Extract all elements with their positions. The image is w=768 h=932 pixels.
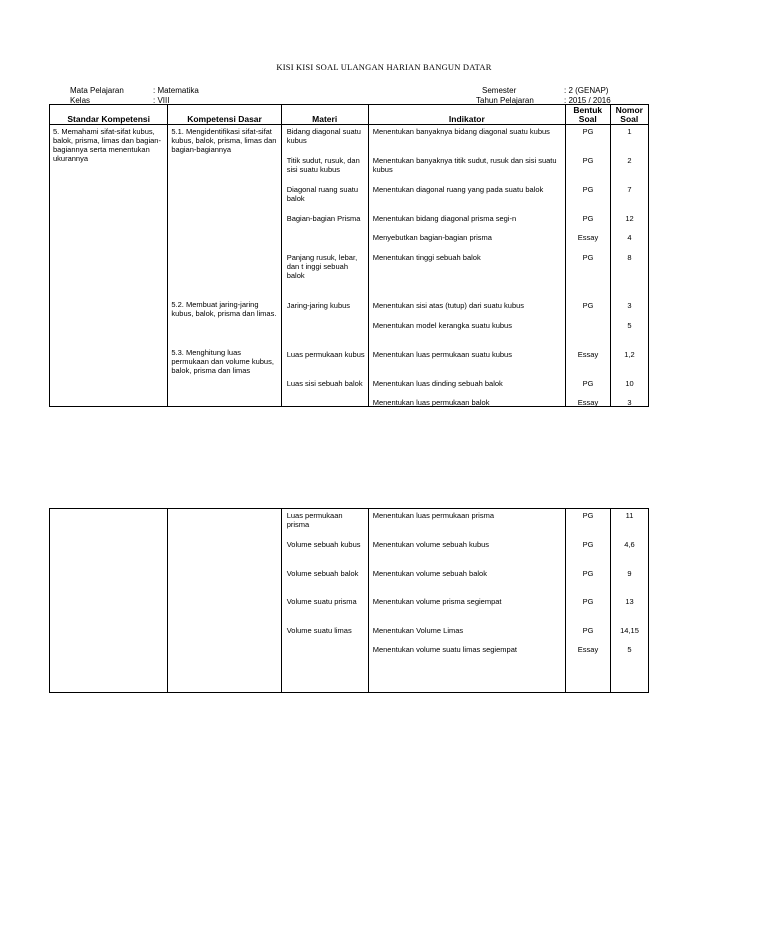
- semester-label: Semester: [482, 86, 517, 95]
- tahun-label: Tahun Pelajaran: [476, 96, 534, 105]
- nomor-cell: 3: [627, 398, 632, 407]
- tahun-value: : 2015 / 2016: [564, 96, 611, 105]
- bentuk-cell: PG: [582, 597, 594, 606]
- mapel-label: Mata Pelajaran: [70, 86, 124, 95]
- nomor-cell: 2: [627, 156, 632, 165]
- bentuk-cell: PG: [582, 301, 594, 310]
- nomor-cell: 10: [625, 379, 634, 388]
- bentuk-cell: Essay: [577, 233, 599, 242]
- mapel-value: : Matematika: [153, 86, 199, 95]
- bentuk-cell: PG: [582, 127, 594, 136]
- indikator-cell: Menentukan tinggi sebuah balok: [372, 253, 481, 262]
- materi-cell: Volume suatu prisma: [286, 597, 357, 606]
- indikator-cell: Menentukan bidang diagonal prisma segi-n: [372, 214, 517, 223]
- indikator-cell: Menyebutkan bagian-bagian prisma: [372, 233, 492, 242]
- standar-kompetensi-text: 5. Memahami sifat-sifat kubus, balok, prisma, limas dan bagian-bagiannya serta menentukan ukurannya: [53, 127, 161, 163]
- materi-cell: Volume sebuah kubus: [286, 540, 361, 549]
- bentuk-cell: Essay: [577, 350, 599, 359]
- indikator-cell: Menentukan diagonal ruang yang pada suatu balok: [372, 185, 544, 194]
- bentuk-cell: PG: [582, 626, 594, 635]
- materi-cell: Bidang diagonal suatu kubus: [286, 127, 361, 145]
- kisi-table-1: [49, 104, 649, 407]
- header-standar-kompetensi: Standar Kompetensi: [50, 105, 168, 125]
- nomor-cell: 4,6: [624, 540, 635, 549]
- materi-cell: Titik sudut, rusuk, dan sisi suatu kubus: [286, 156, 360, 174]
- kelas-value: : VIII: [153, 96, 170, 105]
- kd-5-3: 5.3. Menghitung luas permukaan dan volume kubus, balok, prisma dan limas: [171, 348, 274, 375]
- header-nomor-soal: Nomor Soal: [610, 105, 648, 125]
- indikator-cell: Menentukan model kerangka suatu kubus: [372, 321, 512, 330]
- nomor-cell: 5: [627, 321, 632, 330]
- indikator-cell: Menentukan luas permukaan prisma: [372, 511, 495, 520]
- table-body-row: [50, 509, 649, 693]
- nomor-cell: 11: [625, 511, 634, 520]
- kelas-label: Kelas: [70, 96, 91, 105]
- kisi-table-2: [49, 508, 649, 693]
- bentuk-cell: PG: [582, 379, 594, 388]
- header-kompetensi-dasar: Kompetensi Dasar: [168, 105, 281, 125]
- indikator-cell: Menentukan banyaknya bidang diagonal suatu kubus: [372, 127, 550, 136]
- materi-cell: Jaring-jaring kubus: [286, 301, 351, 310]
- indikator-cell: Menentukan Volume Limas: [372, 626, 464, 635]
- nomor-cell: 1,2: [624, 350, 635, 359]
- kd-5-1: 5.1. Mengidentifikasi sifat-sifat kubus, balok, prisma, limas dan bagian-bagiannya: [171, 127, 277, 154]
- indikator-cell: Menentukan volume suatu limas segiempat: [372, 645, 517, 654]
- materi-cell: Diagonal ruang suatu balok: [286, 185, 358, 203]
- indikator-cell: Menentukan banyaknya titik sudut, rusuk dan sisi suatu kubus: [372, 156, 557, 174]
- table-body-row: [50, 125, 649, 407]
- nomor-cell: 7: [627, 185, 632, 194]
- header-indikator: Indikator: [368, 105, 565, 125]
- nomor-cell: 3: [627, 301, 632, 310]
- indikator-cell: Menentukan volume sebuah balok: [372, 569, 487, 578]
- bentuk-cell: Essay: [577, 645, 599, 654]
- materi-cell: Luas sisi sebuah balok: [286, 379, 363, 388]
- bentuk-cell: Essay: [577, 398, 599, 407]
- kd-5-2: 5.2. Membuat jaring-jaring kubus, balok, prisma dan limas.: [171, 300, 277, 318]
- bentuk-cell: PG: [582, 569, 594, 578]
- nomor-cell: 13: [625, 597, 634, 606]
- nomor-cell: 1: [627, 127, 632, 136]
- nomor-cell: 12: [625, 214, 634, 223]
- indikator-cell: Menentukan sisi atas (tutup) dari suatu kubus: [372, 301, 525, 310]
- nomor-cell: 5: [627, 645, 632, 654]
- materi-cell: Volume suatu limas: [286, 626, 352, 635]
- materi-cell: Volume sebuah balok: [286, 569, 359, 578]
- bentuk-cell: PG: [582, 511, 594, 520]
- header-bentuk-soal: Bentuk Soal: [566, 105, 611, 125]
- semester-value: : 2 (GENAP): [564, 86, 609, 95]
- bentuk-cell: PG: [582, 185, 594, 194]
- materi-cell: Luas permukaan prisma: [286, 511, 343, 529]
- indikator-cell: Menentukan volume sebuah kubus: [372, 540, 490, 549]
- bentuk-cell: PG: [582, 253, 594, 262]
- header-materi: Materi: [281, 105, 368, 125]
- bentuk-cell: PG: [582, 156, 594, 165]
- indikator-cell: Menentukan luas permukaan suatu kubus: [372, 350, 512, 359]
- indikator-cell: Menentukan luas dinding sebuah balok: [372, 379, 503, 388]
- nomor-cell: 9: [627, 569, 632, 578]
- indikator-cell: Menentukan luas permukaan balok: [372, 398, 490, 407]
- nomor-cell: 8: [627, 253, 632, 262]
- materi-cell: Bagian-bagian Prisma: [286, 214, 361, 223]
- nomor-cell: 14,15: [620, 626, 639, 635]
- nomor-cell: 4: [627, 233, 632, 242]
- bentuk-cell: PG: [582, 540, 594, 549]
- bentuk-cell: PG: [582, 214, 594, 223]
- materi-cell: Luas permukaan kubus: [286, 350, 365, 359]
- indikator-cell: Menentukan volume prisma segiempat: [372, 597, 502, 606]
- header-row: [50, 105, 649, 125]
- materi-cell: Panjang rusuk, lebar, dan t inggi sebuah balok: [286, 253, 358, 280]
- document-title: KISI KISI SOAL ULANGAN HARIAN BANGUN DATAR: [276, 62, 492, 72]
